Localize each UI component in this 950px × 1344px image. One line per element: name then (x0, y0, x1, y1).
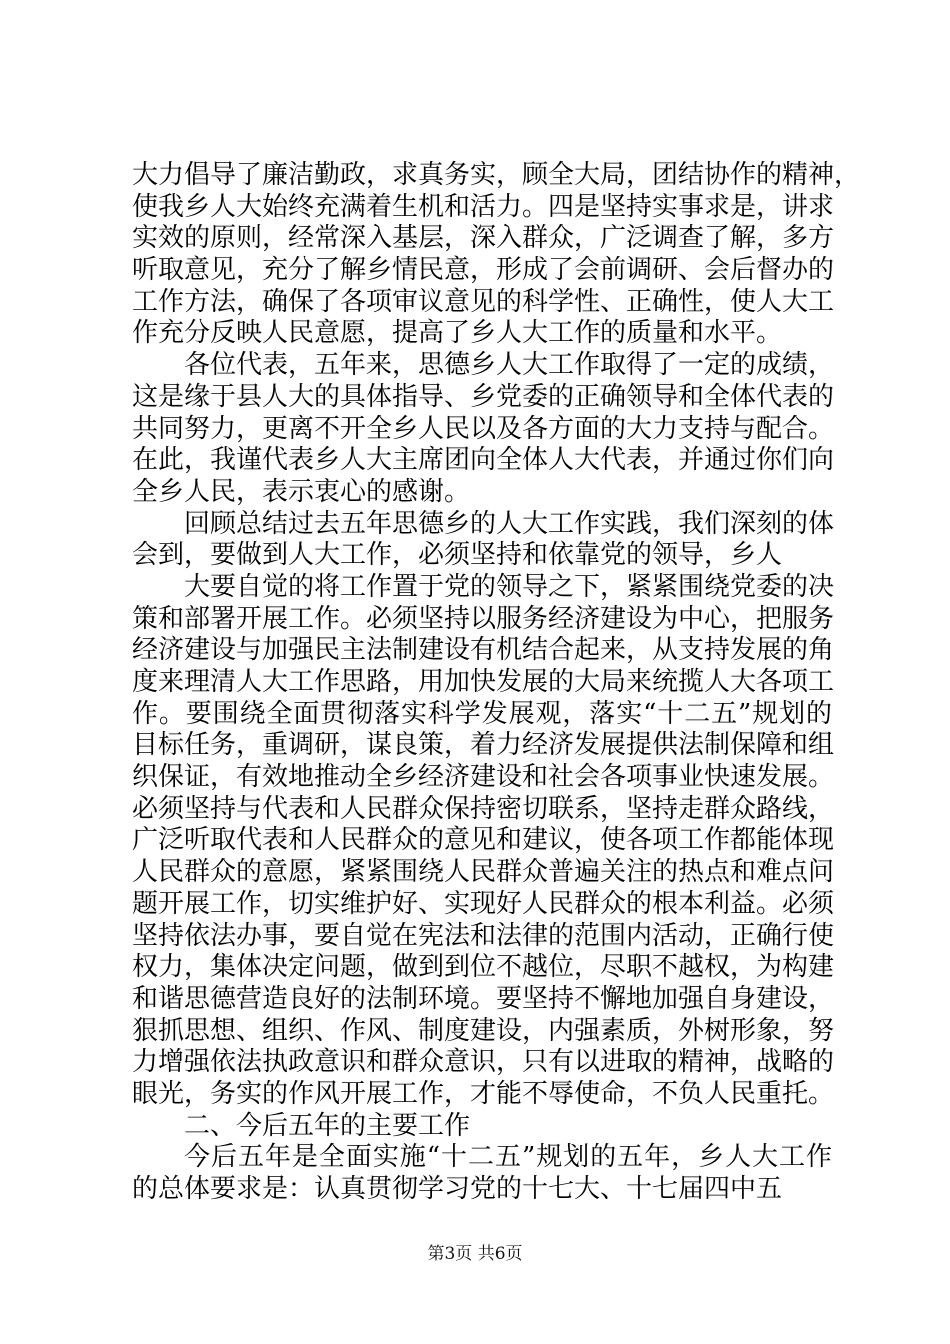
text-line: 共同努力，更离不开全乡人民以及各方面的大力支持与配合。 (132, 413, 835, 444)
page-number-label: 第3页 共6页 (427, 1244, 523, 1264)
text-line: 的总体要求是：认真贯彻学习党的十七大、十七届四中五 (132, 1174, 783, 1204)
text-line: 坚持依法办事，要自觉在宪法和法律的范围内活动，正确行使 (132, 920, 835, 951)
text-line: 权力，集体决定问题，做到到位不越位，尽职不越权，为构建 (132, 952, 835, 983)
document-body (132, 160, 861, 1206)
text-line: 大力倡导了廉洁勤政，求真务实，顾全大局，团结协作的精神， (132, 160, 861, 190)
text-line: 听取意见，充分了解乡情民意，形成了会前调研、会后督办的 (132, 255, 835, 286)
text-line: 这是缘于县人大的具体指导、乡党委的正确领导和全体代表的 (132, 381, 835, 412)
text-line: 策和部署开展工作。必须坚持以服务经济建设为中心，把服务 (132, 603, 835, 634)
paragraph-first-line: 回顾总结过去五年思德乡的人大工作实践，我们深刻的体 (184, 508, 835, 539)
paragraph-first-line: 大要自觉的将工作置于党的领导之下，紧紧围绕党委的决 (184, 571, 835, 602)
text-line: 全乡人民，表示衷心的感谢。 (132, 476, 471, 507)
text-line: 作。要围绕全面贯彻落实科学发展观，落实“十二五”规划的 (132, 698, 832, 729)
text-line: 会到，要做到人大工作，必须坚持和依靠党的领导，乡人 (132, 540, 783, 571)
text-line: 织保证，有效地推动全乡经济建设和社会各项事业快速发展。 (132, 762, 835, 793)
paragraph-first-line: 各位代表，五年来，思德乡人大工作取得了一定的成绩， (184, 350, 835, 381)
text-line: 目标任务，重调研，谋良策，着力经济发展提供法制保障和组 (132, 730, 835, 761)
text-line: 和谐思德营造良好的法制环境。要坚持不懈地加强自身建设， (132, 983, 835, 1014)
text-line: 作充分反映人民意愿，提高了乡人大工作的质量和水平。 (132, 318, 783, 349)
text-line: 经济建设与加强民主法制建设有机结合起来，从支持发展的角 (132, 635, 835, 666)
text-line: 眼光，务实的作风开展工作，才能不辱使命，不负人民重托。 (132, 1078, 835, 1109)
text-line: 实效的原则，经常深入基层，深入群众，广泛调查了解，多方 (132, 223, 835, 254)
text-line: 使我乡人大始终充满着生机和活力。四是坚持实事求是，讲求 (132, 191, 835, 222)
paragraph-first-line: 今后五年是全面实施“十二五”规划的五年，乡人大工作 (184, 1142, 832, 1173)
text-line: 人民群众的意愿，紧紧围绕人民群众普遍关注的热点和难点问 (132, 857, 835, 888)
text-line: 工作方法，确保了各项审议意见的科学性、正确性，使人大工 (132, 286, 835, 317)
text-line: 狠抓思想、组织、作风、制度建设，内强素质，外树形象，努 (132, 1015, 835, 1046)
page-footer (0, 1244, 950, 1264)
text-line: 度来理清人大工作思路，用加快发展的大局来统揽人大各项工 (132, 667, 835, 697)
text-line: 题开展工作，切实维护好、实现好人民群众的根本利益。必须 (132, 888, 835, 919)
text-line: 在此，我谨代表乡人大主席团向全体人大代表，并通过你们向 (132, 445, 835, 476)
text-line: 广泛听取代表和人民群众的意见和建议，使各项工作都能体现 (132, 825, 835, 856)
section-heading: 二、今后五年的主要工作 (184, 1110, 471, 1141)
text-line: 必须坚持与代表和人民群众保持密切联系，坚持走群众路线， (132, 793, 835, 824)
text-line: 力增强依法执政意识和群众意识，只有以进取的精神，战略的 (132, 1047, 835, 1078)
